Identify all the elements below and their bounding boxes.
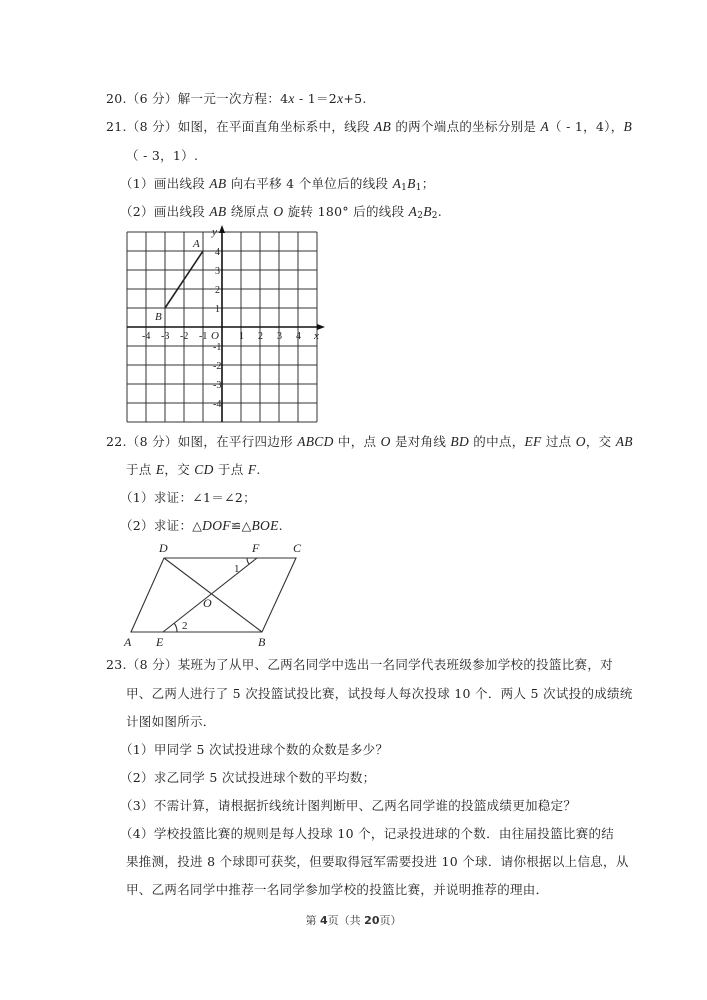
q23-line2 — [126, 686, 633, 702]
x-tick-label: -4 — [142, 331, 151, 342]
y-tick-label: -1 — [213, 342, 222, 353]
footer-page-number: 4 — [320, 914, 328, 927]
q23-part2 — [120, 770, 375, 786]
x-tick-label: -1 — [199, 331, 208, 342]
q23-line3 — [126, 714, 216, 730]
q21-part1-text: （1）画出线段 — [120, 176, 210, 191]
q20-number: 20. — [106, 91, 127, 106]
q21-part2-b: B — [423, 204, 432, 219]
q22-e: E — [155, 462, 165, 477]
label-b: B — [258, 635, 266, 649]
y-tick-label: 3 — [215, 266, 220, 277]
footer-prefix: 第 — [305, 914, 321, 927]
y-tick-label: 1 — [215, 304, 220, 315]
label-c: C — [293, 541, 302, 555]
q20-eq-part: 4 — [280, 91, 289, 106]
angle-1-arc — [247, 558, 249, 564]
q20-eq-var: x — [288, 91, 295, 106]
label-e: E — [156, 635, 164, 649]
x-axis-label: x — [314, 330, 319, 342]
q21-part2-seg: AB — [209, 204, 227, 219]
q22-part1 — [120, 490, 256, 506]
q21-part1-seg: AB — [209, 176, 227, 191]
q23-text: 甲、乙两人进行了 5 次投篮试投比赛，试投每人每次投球 10 个．两人 5 次试投的成绩统 — [126, 686, 633, 701]
x-tick-label: -2 — [180, 331, 189, 342]
q21-part1-end: ； — [421, 176, 435, 191]
grid-axes — [127, 225, 325, 422]
label-a: A — [124, 635, 132, 649]
q21-part2-a: A — [408, 204, 418, 219]
q21-coord-b: （ - 3，1）. — [126, 148, 199, 163]
q21-part1 — [120, 176, 435, 192]
q21-part2-o: O — [273, 204, 284, 219]
angle-2-arc — [174, 623, 177, 632]
q23-score: （8 分） — [126, 657, 178, 672]
y-axis-arrow-icon — [219, 225, 225, 233]
q22-ef: EF — [524, 434, 542, 449]
q21-part1-a: A — [392, 176, 402, 191]
q22-line2 — [126, 462, 261, 478]
q21-part1-a-sub: 1 — [401, 183, 408, 193]
q21-part2-text: 旋转 180° 后的线段 — [283, 204, 409, 219]
q21-number: 21. — [106, 119, 127, 134]
q22-text: 过点 — [541, 434, 576, 449]
y-tick-label: -3 — [213, 380, 222, 391]
footer-total-pages: 20 — [364, 914, 380, 927]
q23-part4-text: （4）学校投篮比赛的规则是每人投球 10 个，记录投进球的个数．由往届投篮比赛的结 — [120, 826, 615, 841]
q22-score: （8 分） — [126, 434, 178, 449]
q23-part4-line3 — [126, 882, 548, 898]
q20-eq-part: +5. — [343, 91, 367, 106]
q21-part1-b-sub: 1 — [415, 183, 422, 193]
q21-part2-a-sub: 2 — [417, 211, 424, 221]
y-tick-label: -2 — [213, 361, 222, 372]
q22-part1-text: （1）求证：∠1＝∠2； — [120, 490, 256, 505]
x-tick-label: 3 — [277, 331, 282, 342]
q22-line1 — [106, 434, 633, 450]
q22-text: . — [256, 462, 261, 477]
q22-text: ，交 — [585, 434, 616, 449]
label-d: D — [159, 541, 168, 555]
q22-part2-text: . — [278, 518, 283, 533]
q21-point-a: A — [540, 119, 549, 134]
q23-part4-text: 果推测，投进 8 个球即可获奖，但要取得冠军需要投进 10 个球．请你根据以上信息，从 — [126, 854, 629, 869]
q22-dof: DOF — [202, 518, 231, 533]
x-tick-label: 4 — [296, 331, 301, 342]
q23-part2-text: （2）求乙同学 5 次试投进球个数的平均数； — [120, 770, 376, 785]
x-tick-label: -3 — [161, 331, 170, 342]
q23-number: 23. — [106, 657, 127, 672]
q22-text: ，交 — [164, 462, 195, 477]
q22-cd: CD — [194, 462, 214, 477]
q21-text: 如图，在平面直角坐标系中，线段 — [177, 119, 374, 134]
q23-line1 — [106, 657, 613, 673]
y-axis-label: y — [212, 226, 217, 238]
q23-part1 — [120, 742, 388, 758]
page-footer — [0, 912, 707, 928]
label-angle-1: 1 — [234, 563, 240, 575]
q21-part1-b: B — [407, 176, 416, 191]
coordinate-grid-figure — [115, 225, 330, 430]
q22-abcd: ABCD — [297, 434, 334, 449]
label-angle-2: 2 — [182, 620, 188, 632]
q22-ab: AB — [615, 434, 633, 449]
q21-text: 的两个端点的坐标分别是 — [391, 119, 541, 134]
x-tick-label: 1 — [239, 331, 244, 342]
diagonal-bd — [164, 558, 262, 632]
q22-number: 22. — [106, 434, 127, 449]
q23-part1-text: （1）甲同学 5 次试投进球个数的众数是多少？ — [120, 742, 389, 757]
q23-text: 某班为了从甲、乙两名同学中选出一名同学代表班级参加学校的投篮比赛，对 — [177, 657, 613, 672]
q21-line2 — [126, 148, 198, 164]
footer-suffix: 页） — [379, 914, 402, 927]
label-f: F — [252, 541, 260, 555]
q21-line1 — [106, 119, 632, 135]
q23-part4-line2 — [126, 854, 629, 870]
y-tick-label: 2 — [215, 285, 220, 296]
parallelogram-figure — [115, 538, 320, 650]
q22-text: 于点 — [213, 462, 248, 477]
origin-label: O — [211, 330, 219, 342]
y-tick-label: 4 — [215, 247, 220, 258]
q21-score: （8 分） — [126, 119, 178, 134]
q22-boe: BOE — [251, 518, 279, 533]
q20-line — [106, 91, 367, 107]
q21-seg: AB — [374, 119, 392, 134]
q23-part4-text: 甲、乙两名同学中推荐一名同学参加学校的投篮比赛，并说明推荐的理由． — [126, 882, 549, 897]
q22-text: 是对角线 — [390, 434, 451, 449]
x-tick-label: 2 — [258, 331, 263, 342]
y-tick-label: -4 — [213, 399, 222, 410]
q22-text: 于点 — [126, 462, 156, 477]
q22-text: 如图，在平行四边形 — [177, 434, 298, 449]
q22-o: O — [380, 434, 391, 449]
q23-part3 — [120, 798, 576, 814]
q22-text: 中，点 — [333, 434, 381, 449]
segment-ef — [163, 558, 257, 632]
label-o: O — [203, 596, 212, 610]
q22-part2-text: （2）求证：△ — [120, 518, 203, 533]
q20-text: 解一元一次方程： — [177, 91, 281, 106]
q20-eq-part: - 1＝2 — [294, 91, 338, 106]
q23-part4-line1 — [120, 826, 614, 842]
q21-part2-text: （2）画出线段 — [120, 204, 210, 219]
q21-coord-a: （ - 1，4）， — [549, 119, 624, 134]
q21-part2 — [120, 204, 442, 220]
footer-mid: 页（共 — [327, 914, 365, 927]
q21-part2-text: 绕原点 — [226, 204, 274, 219]
q22-part2-text: ≌△ — [230, 518, 252, 533]
q22-text: 的中点， — [469, 434, 525, 449]
q23-part3-text: （3）不需计算，请根据折线统计图判断甲、乙两名同学谁的投篮成绩更加稳定？ — [120, 798, 577, 813]
q21-part2-end: . — [437, 204, 443, 219]
q21-part2-b-sub: 2 — [431, 211, 438, 221]
point-a-label: A — [193, 238, 200, 250]
q21-part1-text: 向右平移 4 个单位后的线段 — [226, 176, 393, 191]
q22-f: F — [247, 462, 257, 477]
q22-bd: BD — [450, 434, 470, 449]
q22-o: O — [575, 434, 586, 449]
q20-eq-var: x — [337, 91, 344, 106]
q22-part2 — [120, 518, 283, 534]
q23-text: 计图如图所示． — [126, 714, 216, 729]
q20-score: （6 分） — [126, 91, 178, 106]
point-b-label: B — [155, 311, 162, 323]
q21-point-b: B — [623, 119, 633, 134]
